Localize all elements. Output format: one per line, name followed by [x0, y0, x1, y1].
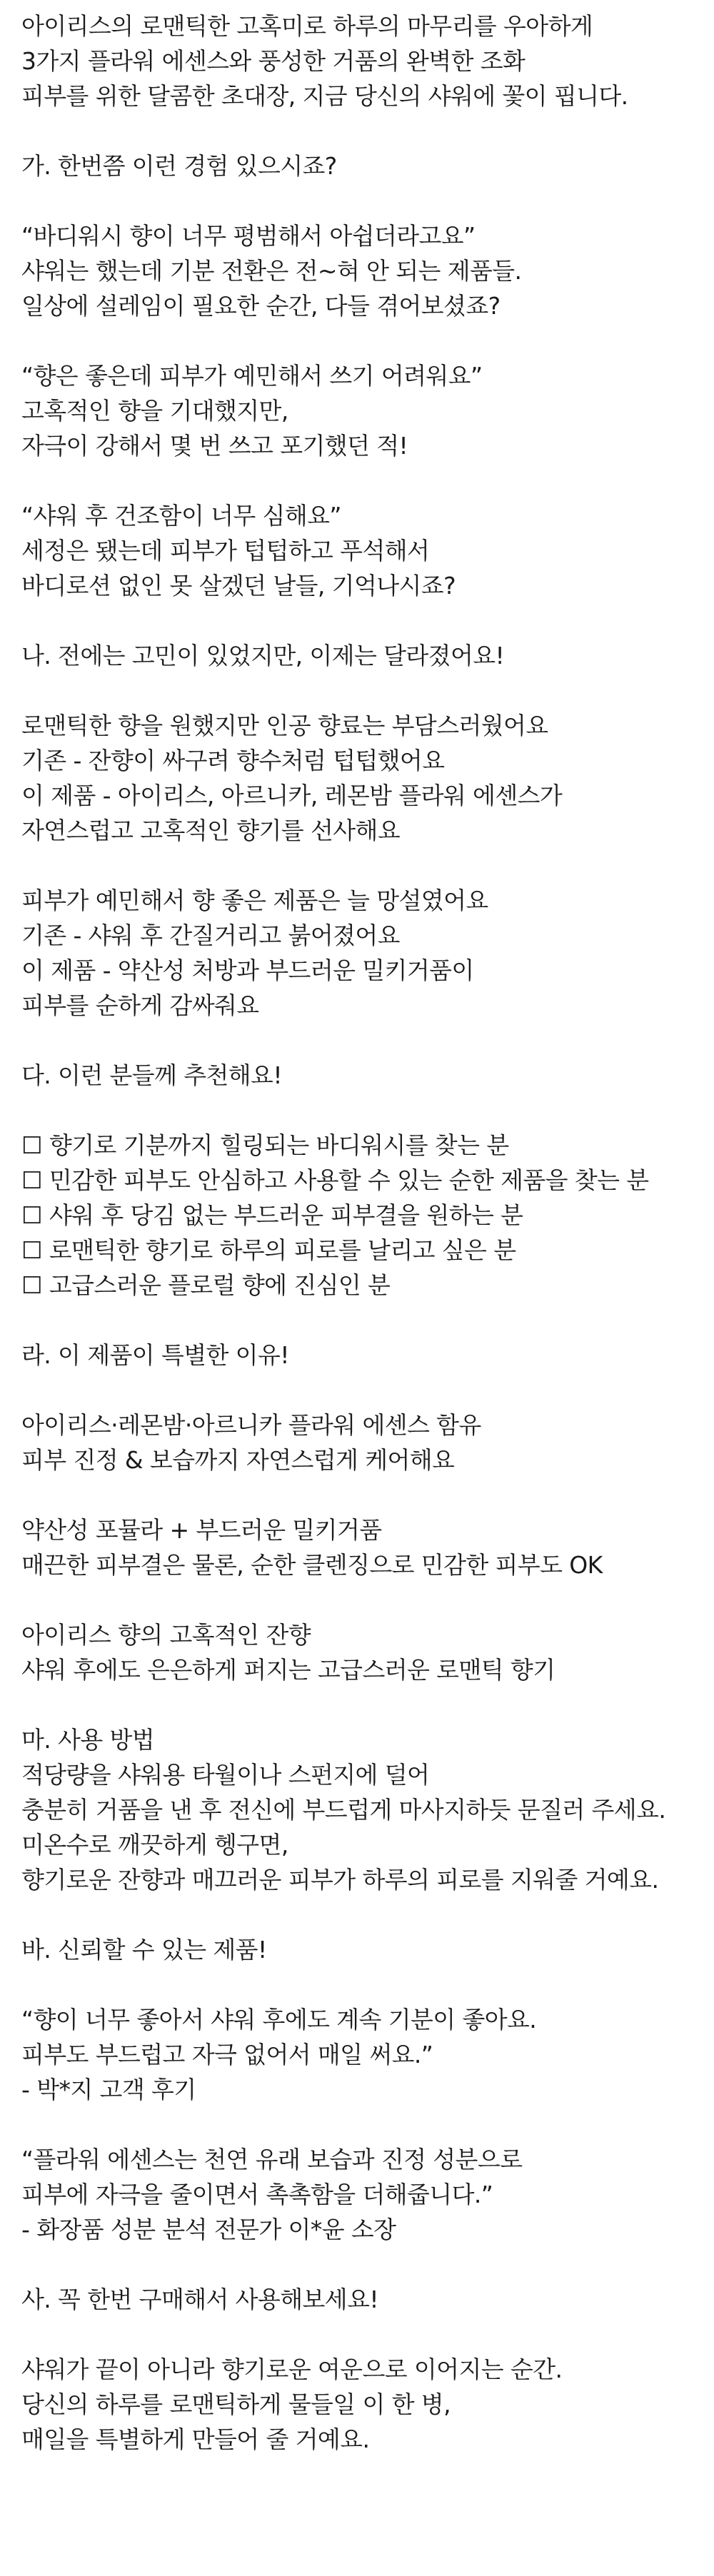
quote-line: 일상에 설레임이 필요한 순간, 다들 겪어보셨죠? [21, 292, 501, 320]
section-heading-ma: 마. 사용 방법 [21, 1726, 155, 1754]
spacer [21, 1373, 693, 1408]
spacer [21, 1897, 693, 1932]
usage-line: 충분히 거품을 낸 후 전신에 부드럽게 마사지하듯 문질러 주세요. [21, 1796, 666, 1824]
spacer [21, 2107, 693, 2142]
spacer [21, 603, 693, 638]
feature-line: 약산성 포뮬라 + 부드러운 밀키거품 [21, 1516, 382, 1544]
review-line: “플라워 에센스는 천연 유래 보습과 진정 성분으로 [21, 2146, 523, 2173]
review-author: - 박*지 고객 후기 [21, 2076, 196, 2103]
comparison-line: 피부가 예민해서 향 좋은 제품은 늘 망설였어요 [21, 887, 488, 914]
section-heading-ga: 가. 한번쯤 이런 경험 있으시죠? [21, 152, 337, 180]
quote-line: 바디로션 없인 못 살겠던 날들, 기억나시죠? [21, 572, 456, 600]
quote-line: “바디워시 향이 너무 평범해서 아쉽더라고요” [21, 222, 476, 250]
feature-line: 피부 진정 & 보습까지 자연스럽게 케어해요 [21, 1446, 455, 1474]
section-heading-na: 나. 전에는 고민이 있었지만, 이제는 달라졌어요! [21, 642, 505, 670]
spacer [21, 1478, 693, 1512]
comparison-line: 기존 - 샤워 후 간질거리고 붉어졌어요 [21, 921, 400, 949]
usage-line: 향기로운 잔향과 매끄러운 피부가 하루의 피로를 지워줄 거예요. [21, 1866, 659, 1894]
comparison-line: 자연스럽고 고혹적인 향기를 선사해요 [21, 817, 401, 844]
spacer [21, 2247, 693, 2282]
closing-line: 당신의 하루를 로맨틱하게 물들일 이 한 병, [21, 2390, 451, 2418]
checklist-item: ☐ 로맨틱한 향기로 하루의 피로를 날리고 싶은 분 [21, 1236, 516, 1264]
quote-line: “샤워 후 건조함이 너무 심해요” [21, 502, 341, 530]
spacer [21, 848, 693, 883]
checklist-item: ☐ 민감한 피부도 안심하고 사용할 수 있는 순한 제품을 찾는 분 [21, 1166, 649, 1194]
comparison-line: 이 제품 - 아이리스, 아르니카, 레몬밤 플라워 에센스가 [21, 782, 563, 809]
quote-line: 세정은 됐는데 피부가 텁텁하고 푸석해서 [21, 537, 430, 565]
spacer [21, 673, 693, 708]
feature-line: 아이리스·레몬밤·아르니카 플라워 에센스 함유 [21, 1411, 481, 1439]
comparison-line: 이 제품 - 약산성 처방과 부드러운 밀키거품이 [21, 956, 474, 984]
spacer [21, 1023, 693, 1058]
closing-line: 매일을 특별하게 만들어 줄 거예요. [21, 2425, 370, 2453]
spacer [21, 1303, 693, 1338]
spacer [21, 2317, 693, 2352]
spacer [21, 1687, 693, 1722]
intro-line: 피부를 위한 달콤한 초대장, 지금 당신의 샤워에 꽃이 핍니다. [21, 82, 628, 110]
spacer [21, 463, 693, 498]
section-heading-ba: 바. 신뢰할 수 있는 제품! [21, 1936, 267, 1964]
checklist-item: ☐ 고급스러운 플로럴 향에 진심인 분 [21, 1271, 391, 1299]
spacer [21, 183, 693, 218]
comparison-line: 로맨틱한 향을 원했지만 인공 향료는 부담스러웠어요 [21, 712, 548, 739]
intro-line: 3가지 플라워 에센스와 풍성한 거품의 완벽한 조화 [21, 47, 526, 75]
checklist-item: ☐ 샤워 후 당김 없는 부드러운 피부결을 원하는 분 [21, 1201, 523, 1229]
feature-line: 아이리스 향의 고혹적인 잔향 [21, 1621, 311, 1649]
usage-line: 적당량을 샤워용 타월이나 스펀지에 덜어 [21, 1761, 430, 1789]
review-author: - 화장품 성분 분석 전문가 이*윤 소장 [21, 2216, 396, 2243]
review-line: 피부에 자극을 줄이면서 촉촉함을 더해줍니다.” [21, 2181, 493, 2208]
review-line: “향이 너무 좋아서 샤워 후에도 계속 기분이 좋아요. [21, 2006, 537, 2034]
intro-line: 아이리스의 로맨틱한 고혹미로 하루의 마무리를 우아하게 [21, 12, 593, 40]
spacer [21, 113, 693, 148]
spacer [21, 1582, 693, 1617]
quote-line: 자극이 강해서 몇 번 쓰고 포기했던 적! [21, 432, 408, 460]
quote-line: “향은 좋은데 피부가 예민해서 쓰기 어려워요” [21, 362, 483, 390]
section-heading-sa: 사. 꼭 한번 구매해서 사용해보세요! [21, 2285, 378, 2313]
quote-line: 샤워는 했는데 기분 전환은 전~혀 안 되는 제품들. [21, 257, 522, 285]
spacer [21, 1967, 693, 2002]
closing-line: 샤워가 끝이 아니라 향기로운 여운으로 이어지는 순간. [21, 2355, 563, 2383]
feature-line: 샤워 후에도 은은하게 퍼지는 고급스러운 로맨틱 향기 [21, 1656, 555, 1684]
review-line: 피부도 부드럽고 자극 없어서 매일 써요.” [21, 2041, 433, 2069]
section-heading-da: 다. 이런 분들께 추천해요! [21, 1061, 282, 1089]
spacer [21, 1093, 693, 1128]
quote-line: 고혹적인 향을 기대했지만, [21, 397, 288, 425]
comparison-line: 피부를 순하게 감싸줘요 [21, 991, 259, 1019]
usage-line: 미온수로 깨끗하게 헹구면, [21, 1831, 288, 1859]
checklist-item: ☐ 향기로 기분까지 힐링되는 바디워시를 찾는 분 [21, 1131, 509, 1159]
comparison-line: 기존 - 잔향이 싸구려 향수처럼 텁텁했어요 [21, 747, 445, 774]
spacer [21, 323, 693, 358]
section-heading-ra: 라. 이 제품이 특별한 이유! [21, 1341, 289, 1369]
feature-line: 매끈한 피부결은 물론, 순한 클렌징으로 민감한 피부도 OK [21, 1551, 603, 1579]
